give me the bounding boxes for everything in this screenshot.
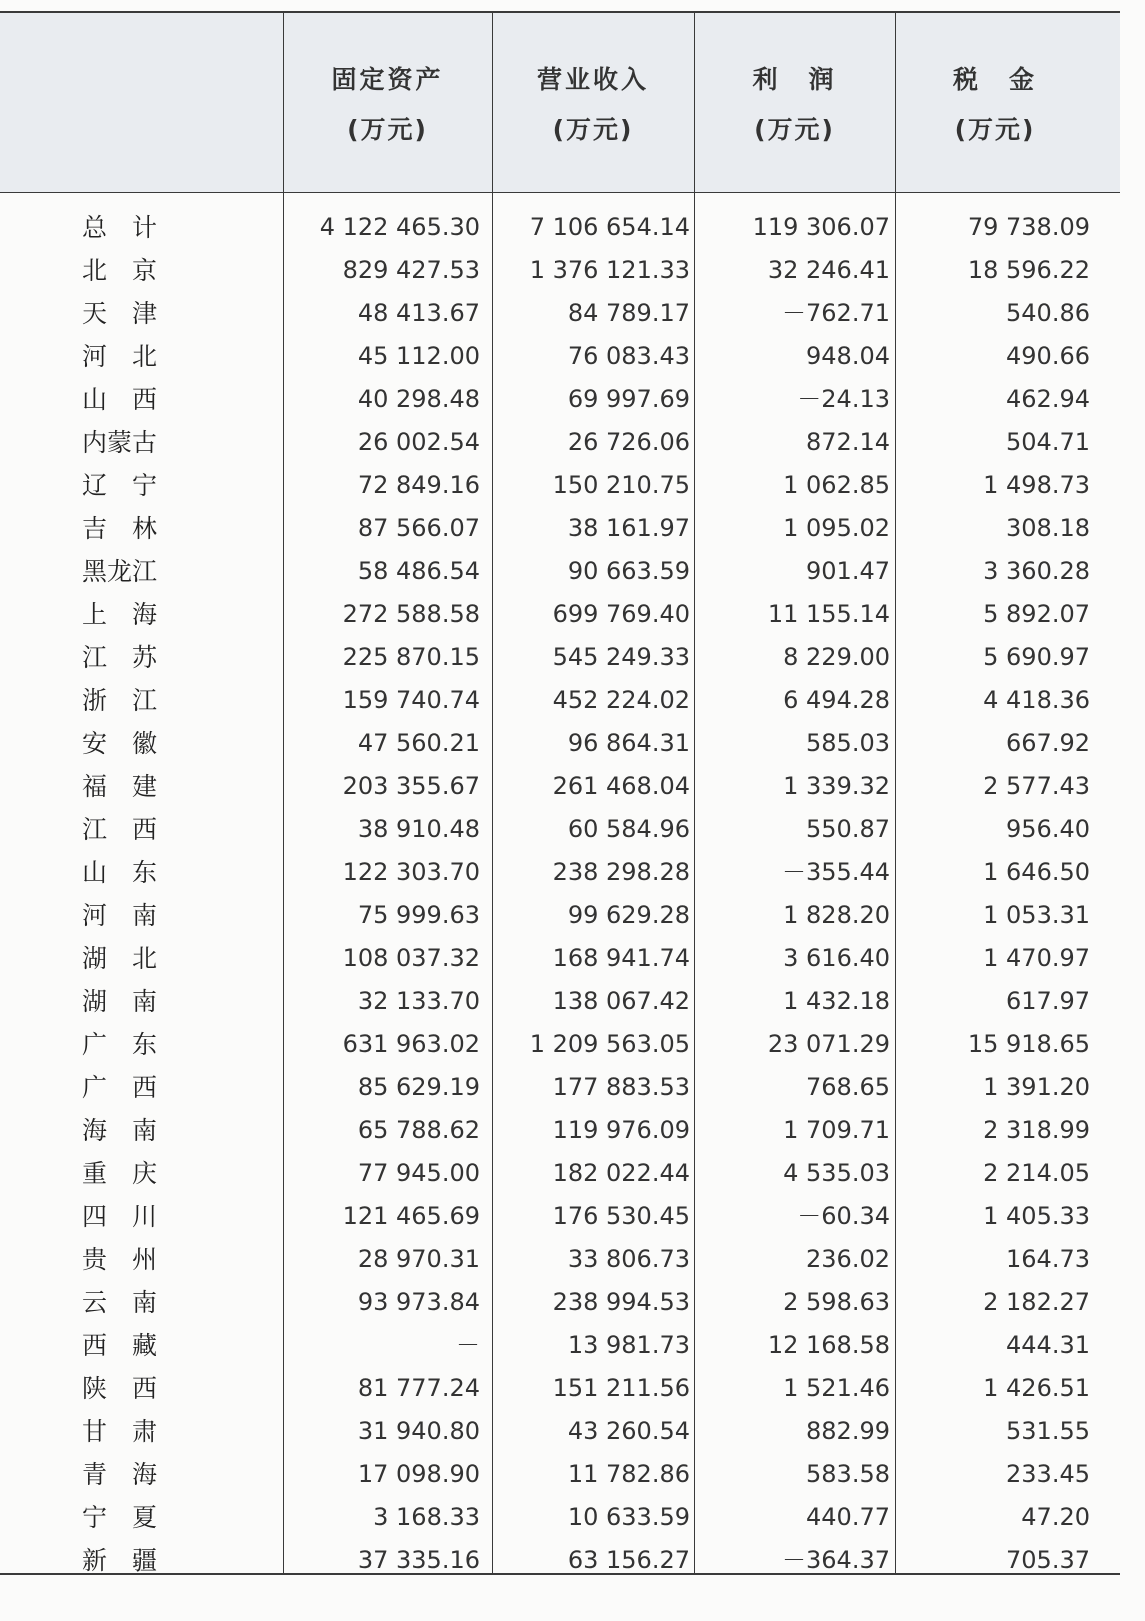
tax-cell: 490.66 — [1006, 342, 1090, 370]
profit-cell: 119 306.07 — [752, 213, 890, 241]
fixed-assets-cell: 122 303.70 — [342, 858, 480, 886]
region-cell: 上 海 — [82, 600, 158, 629]
region-cell: 青 海 — [82, 1460, 158, 1489]
tax-cell: 504.71 — [1006, 428, 1090, 456]
table-row-total — [0, 206, 1120, 249]
profit-cell: 4 535.03 — [783, 1159, 890, 1187]
revenue-cell: 26 726.06 — [567, 428, 690, 456]
tax-cell: 233.45 — [1006, 1460, 1090, 1488]
tax-cell: 705.37 — [1006, 1546, 1090, 1574]
region-cell: 广 西 — [82, 1073, 158, 1102]
profit-cell: 2 598.63 — [783, 1288, 890, 1316]
revenue-cell: 238 298.28 — [552, 858, 690, 886]
fixed-assets-cell: 3 168.33 — [373, 1503, 480, 1531]
revenue-cell: 119 976.09 — [552, 1116, 690, 1144]
region-cell: 内蒙古 — [82, 428, 158, 457]
region-cell: 宁 夏 — [82, 1503, 158, 1532]
table-row — [0, 722, 1120, 765]
profit-cell: －24.13 — [797, 385, 890, 413]
revenue-cell: 545 249.33 — [552, 643, 690, 671]
profit-cell: 1 062.85 — [783, 471, 890, 499]
column-header-unit: (万元) — [954, 115, 1036, 144]
table-row — [0, 378, 1120, 421]
tax-cell: 1 391.20 — [983, 1073, 1090, 1101]
profit-cell: 11 155.14 — [767, 600, 890, 628]
region-cell: 贵 州 — [82, 1245, 158, 1274]
region-cell: 重 庆 — [82, 1159, 158, 1188]
profit-cell: 23 071.29 — [767, 1030, 890, 1058]
revenue-cell: 177 883.53 — [552, 1073, 690, 1101]
fixed-assets-cell: 40 298.48 — [357, 385, 480, 413]
fixed-assets-cell: 17 098.90 — [357, 1460, 480, 1488]
region-cell: 山 西 — [82, 385, 158, 414]
column-header-fixed-assets — [283, 13, 492, 193]
fixed-assets-cell: 58 486.54 — [357, 557, 480, 585]
table-row — [0, 980, 1120, 1023]
table-row — [0, 679, 1120, 722]
region-cell: 江 西 — [82, 815, 158, 844]
revenue-cell: 261 468.04 — [552, 772, 690, 800]
column-header-label: 固定资产 — [331, 65, 444, 94]
column-header-label: 税 金 — [952, 65, 1037, 94]
fixed-assets-cell: 45 112.00 — [357, 342, 480, 370]
table-row — [0, 464, 1120, 507]
profit-cell: 1 828.20 — [783, 901, 890, 929]
tax-cell: 462.94 — [1006, 385, 1090, 413]
profit-cell: 440.77 — [806, 1503, 890, 1531]
profit-cell: 901.47 — [806, 557, 890, 585]
tax-cell: 2 182.27 — [983, 1288, 1090, 1316]
fixed-assets-cell: 85 629.19 — [357, 1073, 480, 1101]
profit-cell: 882.99 — [806, 1417, 890, 1445]
tax-cell: 47.20 — [1021, 1503, 1090, 1531]
profit-cell: －355.44 — [782, 858, 890, 886]
fixed-assets-cell: 72 849.16 — [357, 471, 480, 499]
revenue-cell: 99 629.28 — [567, 901, 690, 929]
table-row — [0, 550, 1120, 593]
profit-cell: 32 246.41 — [767, 256, 890, 284]
table-body — [0, 206, 1120, 1582]
fixed-assets-cell: 31 940.80 — [357, 1417, 480, 1445]
fixed-assets-cell: 108 037.32 — [342, 944, 480, 972]
tax-cell: 5 892.07 — [983, 600, 1090, 628]
table-row — [0, 765, 1120, 808]
fixed-assets-cell: 81 777.24 — [357, 1374, 480, 1402]
fixed-assets-cell: 47 560.21 — [357, 729, 480, 757]
fixed-assets-cell: 272 588.58 — [342, 600, 480, 628]
fixed-assets-cell: 829 427.53 — [342, 256, 480, 284]
tax-cell: 79 738.09 — [967, 213, 1090, 241]
column-header-unit: (万元) — [347, 115, 428, 144]
fixed-assets-cell: 38 910.48 — [357, 815, 480, 843]
revenue-cell: 176 530.45 — [552, 1202, 690, 1230]
profit-cell: 1 432.18 — [783, 987, 890, 1015]
region-cell: 海 南 — [82, 1116, 158, 1145]
tax-cell: 617.97 — [1006, 987, 1090, 1015]
tax-cell: 5 690.97 — [983, 643, 1090, 671]
profit-cell: 550.87 — [806, 815, 890, 843]
table-row — [0, 507, 1120, 550]
fixed-assets-cell: 121 465.69 — [342, 1202, 480, 1230]
region-cell: 辽 宁 — [82, 471, 158, 500]
profit-cell: 12 168.58 — [767, 1331, 890, 1359]
column-header-unit: (万元) — [754, 115, 835, 144]
fixed-assets-cell: 225 870.15 — [342, 643, 480, 671]
profit-cell: 3 616.40 — [783, 944, 890, 972]
tax-cell: 1 405.33 — [983, 1202, 1090, 1230]
tax-cell: 531.55 — [1006, 1417, 1090, 1445]
table-row — [0, 1195, 1120, 1238]
tax-cell: 540.86 — [1006, 299, 1090, 327]
fixed-assets-cell: 48 413.67 — [357, 299, 480, 327]
fixed-assets-cell: 631 963.02 — [342, 1030, 480, 1058]
table-row — [0, 1152, 1120, 1195]
region-cell: 北 京 — [82, 256, 158, 285]
fixed-assets-cell: － — [456, 1331, 480, 1359]
tax-cell: 1 646.50 — [983, 858, 1090, 886]
profit-cell: 1 521.46 — [783, 1374, 890, 1402]
fixed-assets-cell: 37 335.16 — [357, 1546, 480, 1574]
profit-cell: －364.37 — [782, 1546, 890, 1574]
revenue-cell: 452 224.02 — [552, 686, 690, 714]
region-cell: 湖 北 — [82, 944, 158, 973]
column-header-unit: (万元) — [552, 115, 634, 144]
revenue-cell: 1 376 121.33 — [529, 256, 690, 284]
profit-cell: 948.04 — [806, 342, 890, 370]
region-cell: 广 东 — [82, 1030, 158, 1059]
column-header-label: 营业收入 — [536, 65, 649, 94]
region-cell: 湖 南 — [82, 987, 158, 1016]
table-row — [0, 851, 1120, 894]
revenue-cell: 182 022.44 — [552, 1159, 690, 1187]
fixed-assets-cell: 28 970.31 — [357, 1245, 480, 1273]
revenue-cell: 699 769.40 — [552, 600, 690, 628]
table-row — [0, 1453, 1120, 1496]
revenue-cell: 60 584.96 — [567, 815, 690, 843]
profit-cell: 583.58 — [806, 1460, 890, 1488]
tax-cell: 956.40 — [1006, 815, 1090, 843]
tax-cell: 164.73 — [1006, 1245, 1090, 1273]
revenue-cell: 1 209 563.05 — [529, 1030, 690, 1058]
region-cell: 新 疆 — [82, 1546, 158, 1575]
revenue-cell: 138 067.42 — [552, 987, 690, 1015]
profit-cell: 1 339.32 — [783, 772, 890, 800]
revenue-cell: 168 941.74 — [552, 944, 690, 972]
revenue-cell: 90 663.59 — [567, 557, 690, 585]
region-cell: 四 川 — [82, 1202, 158, 1231]
revenue-cell: 238 994.53 — [552, 1288, 690, 1316]
profit-cell: －762.71 — [782, 299, 890, 327]
region-cell: 河 南 — [82, 901, 158, 930]
tax-cell: 2 214.05 — [983, 1159, 1090, 1187]
fixed-assets-cell: 32 133.70 — [357, 987, 480, 1015]
region-cell: 江 苏 — [82, 643, 158, 672]
region-cell: 河 北 — [82, 342, 158, 371]
revenue-cell: 76 083.43 — [567, 342, 690, 370]
region-cell: 福 建 — [82, 772, 158, 801]
profit-cell: 768.65 — [806, 1073, 890, 1101]
table-row — [0, 1281, 1120, 1324]
revenue-cell: 43 260.54 — [567, 1417, 690, 1445]
region-cell: 总 计 — [82, 213, 158, 242]
region-cell: 安 徽 — [82, 729, 158, 758]
tax-cell: 444.31 — [1006, 1331, 1090, 1359]
tax-cell: 1 426.51 — [983, 1374, 1090, 1402]
table-row — [0, 1066, 1120, 1109]
region-cell: 山 东 — [82, 858, 158, 887]
fixed-assets-cell: 26 002.54 — [357, 428, 480, 456]
revenue-cell: 151 211.56 — [552, 1374, 690, 1402]
fixed-assets-cell: 87 566.07 — [357, 514, 480, 542]
revenue-cell: 84 789.17 — [567, 299, 690, 327]
tax-cell: 4 418.36 — [983, 686, 1090, 714]
table-row — [0, 1410, 1120, 1453]
tax-cell: 1 498.73 — [983, 471, 1090, 499]
column-header-revenue — [492, 13, 694, 193]
tax-cell: 3 360.28 — [983, 557, 1090, 585]
tax-cell: 308.18 — [1006, 514, 1090, 542]
revenue-cell: 96 864.31 — [567, 729, 690, 757]
table-row — [0, 249, 1120, 292]
profit-cell: 236.02 — [806, 1245, 890, 1273]
revenue-cell: 13 981.73 — [567, 1331, 690, 1359]
table-row — [0, 1539, 1120, 1582]
region-cell: 天 津 — [82, 299, 158, 328]
table-row — [0, 1023, 1120, 1066]
profit-cell: 1 095.02 — [783, 514, 890, 542]
table-row — [0, 292, 1120, 335]
region-cell: 黑龙江 — [82, 557, 158, 586]
revenue-cell: 63 156.27 — [567, 1546, 690, 1574]
fixed-assets-cell: 4 122 465.30 — [319, 213, 480, 241]
table-row — [0, 1238, 1120, 1281]
column-header-label: 利 润 — [752, 65, 837, 94]
tax-cell: 1 470.97 — [983, 944, 1090, 972]
fixed-assets-cell: 65 788.62 — [357, 1116, 480, 1144]
revenue-cell: 33 806.73 — [567, 1245, 690, 1273]
table-row — [0, 1324, 1120, 1367]
revenue-cell: 150 210.75 — [552, 471, 690, 499]
tax-cell: 2 577.43 — [983, 772, 1090, 800]
profit-cell: 1 709.71 — [783, 1116, 890, 1144]
profit-cell: 585.03 — [806, 729, 890, 757]
table-row — [0, 421, 1120, 464]
fixed-assets-cell: 159 740.74 — [342, 686, 480, 714]
fixed-assets-cell: 203 355.67 — [342, 772, 480, 800]
table-row — [0, 1109, 1120, 1152]
region-cell: 西 藏 — [82, 1331, 158, 1360]
tax-cell: 15 918.65 — [967, 1030, 1090, 1058]
table-row — [0, 808, 1120, 851]
profit-cell: 6 494.28 — [783, 686, 890, 714]
fixed-assets-cell: 93 973.84 — [357, 1288, 480, 1316]
tax-cell: 2 318.99 — [983, 1116, 1090, 1144]
column-header-tax — [895, 13, 1095, 193]
profit-cell: 872.14 — [806, 428, 890, 456]
tax-cell: 18 596.22 — [967, 256, 1090, 284]
table-row — [0, 335, 1120, 378]
table-row — [0, 894, 1120, 937]
column-header-profit — [694, 13, 895, 193]
table-row — [0, 636, 1120, 679]
fixed-assets-cell: 77 945.00 — [357, 1159, 480, 1187]
tax-cell: 667.92 — [1006, 729, 1090, 757]
tax-cell: 1 053.31 — [983, 901, 1090, 929]
revenue-cell: 10 633.59 — [567, 1503, 690, 1531]
table-row — [0, 1496, 1120, 1539]
revenue-cell: 7 106 654.14 — [529, 213, 690, 241]
table-row — [0, 937, 1120, 980]
region-cell: 陕 西 — [82, 1374, 158, 1403]
region-cell: 浙 江 — [82, 686, 158, 715]
profit-cell: －60.34 — [797, 1202, 890, 1230]
revenue-cell: 11 782.86 — [567, 1460, 690, 1488]
revenue-cell: 38 161.97 — [567, 514, 690, 542]
table-row — [0, 1367, 1120, 1410]
fixed-assets-cell: 75 999.63 — [357, 901, 480, 929]
region-cell: 吉 林 — [82, 514, 158, 543]
table-row — [0, 593, 1120, 636]
revenue-cell: 69 997.69 — [567, 385, 690, 413]
region-cell: 云 南 — [82, 1288, 158, 1317]
region-cell: 甘 肃 — [82, 1417, 158, 1446]
profit-cell: 8 229.00 — [783, 643, 890, 671]
